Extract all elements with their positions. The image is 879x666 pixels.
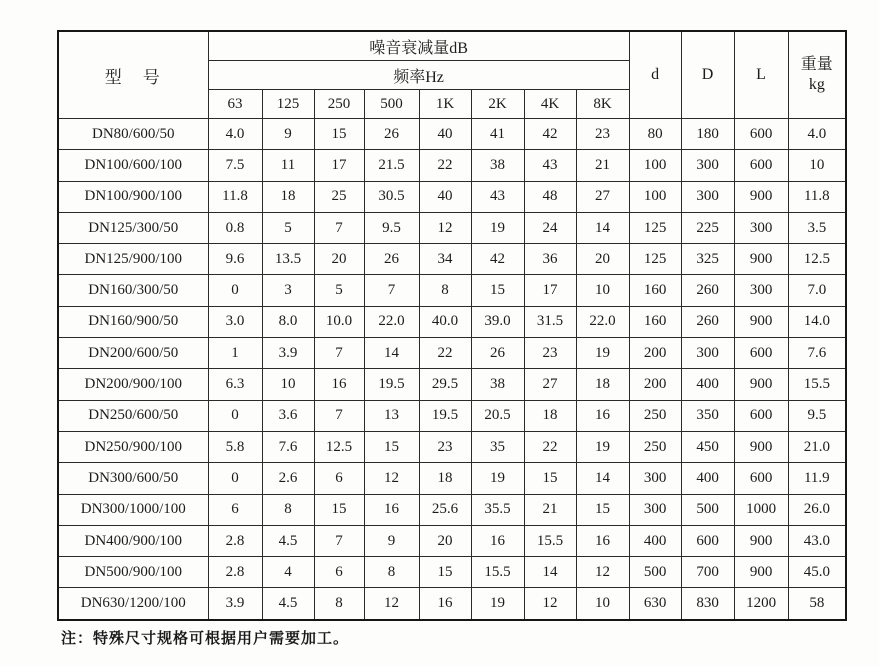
value-cell: 14	[524, 557, 576, 588]
value-cell: 325	[681, 244, 734, 275]
value-cell: 9	[262, 119, 314, 150]
value-cell: 21	[524, 494, 576, 525]
header-weight	[788, 31, 846, 119]
value-cell: 15	[576, 494, 629, 525]
value-cell: 16	[576, 525, 629, 556]
value-cell: 15	[314, 119, 364, 150]
value-cell: 3	[262, 275, 314, 306]
table-row	[58, 525, 846, 556]
value-cell: 7.0	[788, 275, 846, 306]
table-row	[58, 244, 846, 275]
value-cell: 600	[734, 119, 788, 150]
value-cell: 29.5	[419, 369, 471, 400]
value-cell: 25.6	[419, 494, 471, 525]
value-cell: 12.5	[314, 431, 364, 462]
header-freq-125: 125	[262, 90, 314, 119]
value-cell: 14.0	[788, 306, 846, 337]
value-cell: 10	[576, 275, 629, 306]
table-row	[58, 338, 846, 369]
value-cell: 300	[681, 181, 734, 212]
value-cell: 43	[471, 181, 524, 212]
value-cell: 18	[262, 181, 314, 212]
value-cell: 38	[471, 369, 524, 400]
value-cell: 26.0	[788, 494, 846, 525]
value-cell: 12	[364, 588, 419, 620]
value-cell: 600	[681, 525, 734, 556]
value-cell: 22	[419, 150, 471, 181]
value-cell: 9.6	[208, 244, 262, 275]
value-cell: 5.8	[208, 431, 262, 462]
value-cell: 200	[629, 338, 681, 369]
value-cell: 22	[524, 431, 576, 462]
value-cell: 58	[788, 588, 846, 620]
value-cell: 19.5	[364, 369, 419, 400]
model-cell: DN80/600/50	[58, 119, 208, 150]
value-cell: 43	[524, 150, 576, 181]
value-cell: 15.5	[471, 557, 524, 588]
value-cell: 225	[681, 212, 734, 243]
value-cell: 9.5	[788, 400, 846, 431]
table-row	[58, 369, 846, 400]
value-cell: 600	[734, 338, 788, 369]
value-cell: 200	[629, 369, 681, 400]
value-cell: 15	[524, 463, 576, 494]
table-row	[58, 181, 846, 212]
value-cell: 18	[524, 400, 576, 431]
value-cell: 14	[576, 212, 629, 243]
value-cell: 18	[576, 369, 629, 400]
model-cell: DN200/900/100	[58, 369, 208, 400]
header-freq-1k: 1K	[419, 90, 471, 119]
value-cell: 600	[734, 463, 788, 494]
value-cell: 12	[364, 463, 419, 494]
value-cell: 7	[314, 212, 364, 243]
value-cell: 80	[629, 119, 681, 150]
header-freq-8k: 8K	[576, 90, 629, 119]
value-cell: 42	[471, 244, 524, 275]
value-cell: 0.8	[208, 212, 262, 243]
value-cell: 9	[364, 525, 419, 556]
value-cell: 16	[471, 525, 524, 556]
value-cell: 17	[524, 275, 576, 306]
header-freq-250: 250	[314, 90, 364, 119]
value-cell: 9.5	[364, 212, 419, 243]
value-cell: 4.5	[262, 525, 314, 556]
value-cell: 125	[629, 212, 681, 243]
model-cell: DN300/1000/100	[58, 494, 208, 525]
value-cell: 27	[576, 181, 629, 212]
value-cell: 15.5	[524, 525, 576, 556]
value-cell: 1200	[734, 588, 788, 620]
value-cell: 300	[681, 150, 734, 181]
value-cell: 19	[471, 463, 524, 494]
header-weight-line1: 重量	[800, 56, 833, 73]
value-cell: 700	[681, 557, 734, 588]
value-cell: 15.5	[788, 369, 846, 400]
model-cell: DN300/600/50	[58, 463, 208, 494]
value-cell: 300	[629, 494, 681, 525]
table-row	[58, 400, 846, 431]
value-cell: 31.5	[524, 306, 576, 337]
value-cell: 13.5	[262, 244, 314, 275]
value-cell: 42	[524, 119, 576, 150]
header-dim-L: L	[734, 31, 788, 119]
value-cell: 8	[419, 275, 471, 306]
value-cell: 15	[471, 275, 524, 306]
value-cell: 160	[629, 275, 681, 306]
value-cell: 19.5	[419, 400, 471, 431]
value-cell: 19	[471, 588, 524, 620]
value-cell: 20	[314, 244, 364, 275]
header-weight-line2: kg	[808, 76, 825, 93]
spec-table	[57, 30, 847, 621]
value-cell: 900	[734, 181, 788, 212]
value-cell: 16	[314, 369, 364, 400]
value-cell: 45.0	[788, 557, 846, 588]
value-cell: 12	[524, 588, 576, 620]
value-cell: 20.5	[471, 400, 524, 431]
value-cell: 450	[681, 431, 734, 462]
value-cell: 3.5	[788, 212, 846, 243]
value-cell: 19	[576, 338, 629, 369]
value-cell: 25	[314, 181, 364, 212]
header-freq-group: 频率Hz	[208, 61, 629, 90]
value-cell: 100	[629, 150, 681, 181]
value-cell: 38	[471, 150, 524, 181]
header-dim-D: D	[681, 31, 734, 119]
value-cell: 900	[734, 244, 788, 275]
value-cell: 16	[419, 588, 471, 620]
value-cell: 3.0	[208, 306, 262, 337]
model-cell: DN125/300/50	[58, 212, 208, 243]
value-cell: 900	[734, 525, 788, 556]
header-freq-4k: 4K	[524, 90, 576, 119]
footnote: 注：特殊尺寸规格可根据用户需要加工。	[61, 631, 350, 647]
value-cell: 11.8	[208, 181, 262, 212]
value-cell: 6	[208, 494, 262, 525]
header-freq-500: 500	[364, 90, 419, 119]
value-cell: 13	[364, 400, 419, 431]
value-cell: 10.0	[314, 306, 364, 337]
table-row	[58, 588, 846, 620]
value-cell: 0	[208, 463, 262, 494]
value-cell: 10	[576, 588, 629, 620]
value-cell: 14	[576, 463, 629, 494]
value-cell: 3.9	[208, 588, 262, 620]
value-cell: 900	[734, 369, 788, 400]
value-cell: 18	[419, 463, 471, 494]
value-cell: 6	[314, 557, 364, 588]
value-cell: 300	[734, 275, 788, 306]
value-cell: 41	[471, 119, 524, 150]
value-cell: 39.0	[471, 306, 524, 337]
value-cell: 4.5	[262, 588, 314, 620]
value-cell: 830	[681, 588, 734, 620]
model-cell: DN160/900/50	[58, 306, 208, 337]
value-cell: 7	[314, 338, 364, 369]
value-cell: 19	[576, 431, 629, 462]
value-cell: 12	[419, 212, 471, 243]
value-cell: 7.5	[208, 150, 262, 181]
value-cell: 26	[364, 119, 419, 150]
header-noise-group: 噪音衰减量dB	[208, 31, 629, 61]
value-cell: 6	[314, 463, 364, 494]
table-row	[58, 494, 846, 525]
value-cell: 8	[314, 588, 364, 620]
model-cell: DN200/600/50	[58, 338, 208, 369]
value-cell: 36	[524, 244, 576, 275]
value-cell: 250	[629, 400, 681, 431]
table-row	[58, 306, 846, 337]
value-cell: 34	[419, 244, 471, 275]
value-cell: 24	[524, 212, 576, 243]
value-cell: 7.6	[788, 338, 846, 369]
value-cell: 300	[681, 338, 734, 369]
value-cell: 27	[524, 369, 576, 400]
value-cell: 600	[734, 150, 788, 181]
value-cell: 2.8	[208, 525, 262, 556]
value-cell: 14	[364, 338, 419, 369]
table-row	[58, 119, 846, 150]
model-cell: DN125/900/100	[58, 244, 208, 275]
header-model: 型 号	[58, 31, 208, 119]
value-cell: 900	[734, 557, 788, 588]
value-cell: 7	[364, 275, 419, 306]
value-cell: 11	[262, 150, 314, 181]
value-cell: 160	[629, 306, 681, 337]
header-freq-63: 63	[208, 90, 262, 119]
value-cell: 300	[734, 212, 788, 243]
model-cell: DN630/1200/100	[58, 588, 208, 620]
value-cell: 0	[208, 400, 262, 431]
value-cell: 48	[524, 181, 576, 212]
header-dim-d: d	[629, 31, 681, 119]
value-cell: 17	[314, 150, 364, 181]
value-cell: 5	[314, 275, 364, 306]
value-cell: 8	[364, 557, 419, 588]
model-cell: DN250/600/50	[58, 400, 208, 431]
table-row	[58, 431, 846, 462]
value-cell: 2.6	[262, 463, 314, 494]
value-cell: 4.0	[208, 119, 262, 150]
model-cell: DN100/900/100	[58, 181, 208, 212]
value-cell: 10	[788, 150, 846, 181]
value-cell: 1	[208, 338, 262, 369]
value-cell: 5	[262, 212, 314, 243]
table-row	[58, 212, 846, 243]
value-cell: 3.6	[262, 400, 314, 431]
value-cell: 21.0	[788, 431, 846, 462]
value-cell: 260	[681, 275, 734, 306]
value-cell: 15	[364, 431, 419, 462]
model-cell: DN500/900/100	[58, 557, 208, 588]
value-cell: 900	[734, 306, 788, 337]
value-cell: 500	[681, 494, 734, 525]
value-cell: 21.5	[364, 150, 419, 181]
value-cell: 7	[314, 525, 364, 556]
value-cell: 26	[471, 338, 524, 369]
value-cell: 100	[629, 181, 681, 212]
value-cell: 12.5	[788, 244, 846, 275]
model-cell: DN160/300/50	[58, 275, 208, 306]
value-cell: 125	[629, 244, 681, 275]
value-cell: 400	[629, 525, 681, 556]
value-cell: 250	[629, 431, 681, 462]
value-cell: 8.0	[262, 306, 314, 337]
value-cell: 35.5	[471, 494, 524, 525]
value-cell: 260	[681, 306, 734, 337]
value-cell: 22.0	[576, 306, 629, 337]
value-cell: 23	[576, 119, 629, 150]
value-cell: 12	[576, 557, 629, 588]
value-cell: 40	[419, 119, 471, 150]
value-cell: 23	[419, 431, 471, 462]
value-cell: 30.5	[364, 181, 419, 212]
value-cell: 26	[364, 244, 419, 275]
value-cell: 500	[629, 557, 681, 588]
value-cell: 11.9	[788, 463, 846, 494]
value-cell: 40.0	[419, 306, 471, 337]
value-cell: 630	[629, 588, 681, 620]
value-cell: 400	[681, 369, 734, 400]
table-row	[58, 150, 846, 181]
value-cell: 6.3	[208, 369, 262, 400]
value-cell: 15	[419, 557, 471, 588]
value-cell: 8	[262, 494, 314, 525]
value-cell: 35	[471, 431, 524, 462]
value-cell: 7	[314, 400, 364, 431]
value-cell: 300	[629, 463, 681, 494]
value-cell: 600	[734, 400, 788, 431]
value-cell: 350	[681, 400, 734, 431]
value-cell: 1000	[734, 494, 788, 525]
model-cell: DN250/900/100	[58, 431, 208, 462]
table-row	[58, 463, 846, 494]
table-row	[58, 275, 846, 306]
value-cell: 4.0	[788, 119, 846, 150]
value-cell: 900	[734, 431, 788, 462]
value-cell: 400	[681, 463, 734, 494]
value-cell: 20	[576, 244, 629, 275]
value-cell: 19	[471, 212, 524, 243]
value-cell: 180	[681, 119, 734, 150]
value-cell: 15	[314, 494, 364, 525]
value-cell: 3.9	[262, 338, 314, 369]
header-freq-2k: 2K	[471, 90, 524, 119]
table-row	[58, 557, 846, 588]
value-cell: 16	[364, 494, 419, 525]
value-cell: 4	[262, 557, 314, 588]
model-cell: DN400/900/100	[58, 525, 208, 556]
value-cell: 43.0	[788, 525, 846, 556]
value-cell: 11.8	[788, 181, 846, 212]
value-cell: 0	[208, 275, 262, 306]
value-cell: 10	[262, 369, 314, 400]
value-cell: 2.8	[208, 557, 262, 588]
value-cell: 7.6	[262, 431, 314, 462]
value-cell: 20	[419, 525, 471, 556]
value-cell: 23	[524, 338, 576, 369]
table-header	[58, 31, 846, 119]
value-cell: 22	[419, 338, 471, 369]
value-cell: 16	[576, 400, 629, 431]
table-body	[58, 119, 846, 620]
value-cell: 22.0	[364, 306, 419, 337]
value-cell: 40	[419, 181, 471, 212]
value-cell: 21	[576, 150, 629, 181]
model-cell: DN100/600/100	[58, 150, 208, 181]
